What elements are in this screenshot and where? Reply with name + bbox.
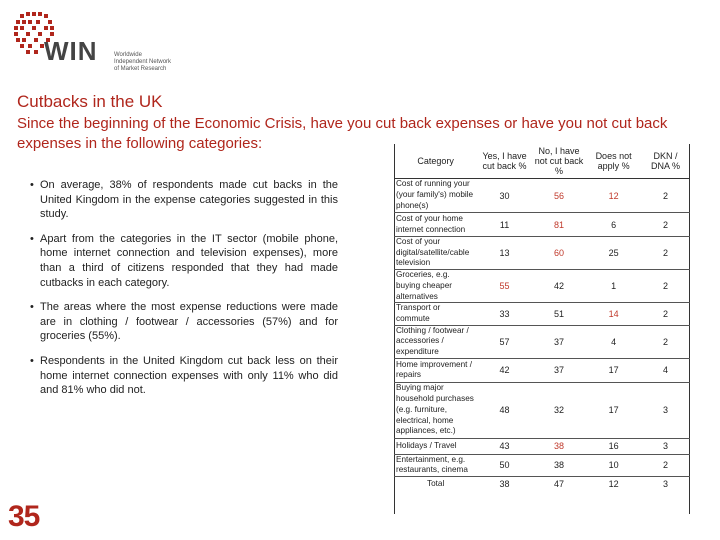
header-category: Category (394, 144, 477, 179)
no-cell: 42 (532, 270, 586, 303)
dkn-cell: 2 (641, 454, 690, 476)
finding-item: • On average, 38% of respondents made cut backs in the United Kingdom in the expense categories suggested in this study. (30, 179, 338, 221)
table-row (394, 237, 690, 270)
na-cell: 17 (586, 358, 641, 382)
table-row (394, 270, 690, 303)
table-row (394, 358, 690, 382)
yes-cell: 57 (477, 325, 531, 358)
dkn-cell: 3 (641, 382, 690, 438)
total-label: Total (427, 478, 445, 488)
table-row (394, 438, 690, 454)
no-cell: 37 (532, 325, 586, 358)
no-cell: 56 (532, 179, 586, 213)
yes-cell: 33 (477, 303, 531, 325)
table-row (394, 303, 690, 325)
no-cell: 60 (532, 237, 586, 270)
dkn-cell: 3 (641, 438, 690, 454)
na-cell: 12 (586, 179, 641, 213)
findings-list (30, 178, 338, 408)
na-cell: 4 (586, 325, 641, 358)
dkn-cell: 2 (641, 270, 690, 303)
finding-item: • Apart from the categories in the IT sector (mobile phone, home internet connection and television expenses), more than a third of citizens responded that they had made cutbacks in each category. (30, 232, 338, 289)
finding-item: • Respondents in the United Kingdom cut back less on their home internet connection expenses with only 11% who did and 81% who did not. (30, 354, 338, 397)
table-body (394, 179, 690, 492)
yes-cell: 11 (477, 213, 531, 237)
total-no-cell: 47 (554, 479, 565, 490)
yes-cell: 13 (477, 237, 531, 270)
category-cell: Entertainment, e.g. restaurants, cinema (394, 454, 477, 476)
table-row (394, 382, 690, 438)
win-logo (10, 8, 180, 72)
category-cell: Transport or commute (394, 303, 477, 325)
no-cell: 51 (532, 303, 586, 325)
category-cell: Home improvement / repairs (394, 358, 477, 382)
yes-cell: 50 (477, 454, 531, 476)
dkn-cell: 2 (641, 179, 690, 213)
yes-cell: 42 (477, 358, 531, 382)
page-number: 35 (8, 500, 40, 533)
win-logo-tagline: Worldwide Independent Network of Market Research (114, 52, 172, 72)
category-cell: Cost of your digital/satellite/cable television (394, 237, 477, 270)
header-yes: Yes, I have cut back % (477, 144, 531, 179)
no-cell: 81 (532, 213, 586, 237)
yes-cell: 48 (477, 382, 531, 438)
yes-cell: 43 (477, 438, 531, 454)
no-cell: 32 (532, 382, 586, 438)
category-cell: Groceries, e.g. buying cheaper alternatives (394, 270, 477, 303)
no-cell: 38 (532, 438, 586, 454)
dkn-cell: 4 (641, 358, 690, 382)
dkn-cell: 2 (641, 213, 690, 237)
table-header-row (394, 144, 690, 179)
na-cell: 17 (586, 382, 641, 438)
dkn-cell: 2 (641, 303, 690, 325)
header-dkn: DKN / DNA % (641, 144, 690, 179)
table-total-row (394, 477, 690, 492)
category-cell: Cost of running your (your family's) mobile phone(s) (394, 179, 477, 213)
na-cell: 10 (586, 454, 641, 476)
no-cell: 38 (532, 454, 586, 476)
page-title: Cutbacks in the UK (17, 92, 163, 111)
category-cell: Clothing / footwear / accessories / expenditure (394, 325, 477, 358)
win-logo-name: WIN (44, 36, 98, 66)
total-na-cell: 12 (608, 479, 619, 490)
category-cell: Buying major household purchases (e.g. furniture, electrical, home appliances, etc.) (394, 382, 477, 438)
na-cell: 6 (586, 213, 641, 237)
na-cell: 1 (586, 270, 641, 303)
dkn-cell: 2 (641, 325, 690, 358)
na-cell: 14 (586, 303, 641, 325)
dkn-cell: 2 (641, 237, 690, 270)
header-no: No, I have not cut back % (532, 144, 586, 179)
header-does-not-apply: Does not apply % (586, 144, 641, 179)
yes-cell: 55 (477, 270, 531, 303)
table-row (394, 213, 690, 237)
category-cell: Holidays / Travel (394, 438, 477, 454)
total-dkn-cell: 3 (662, 479, 668, 490)
table-row (394, 325, 690, 358)
yes-cell: 30 (477, 179, 531, 213)
table-row (394, 179, 690, 213)
no-cell: 37 (532, 358, 586, 382)
finding-item: • The areas where the most expense reductions were made are in clothing / footwear / accessories (57%) and for groceries (55%). (30, 301, 338, 343)
na-cell: 25 (586, 237, 641, 270)
table-row (394, 454, 690, 476)
category-cell: Cost of your home internet connection (394, 213, 477, 237)
page-subtitle: Since the beginning of the Economic Crisis, have you cut back expenses or have you not cut back expenses in the following categories: (17, 115, 668, 152)
na-cell: 16 (586, 438, 641, 454)
cutbacks-table (394, 144, 690, 491)
total-yes-cell: 38 (499, 479, 510, 490)
